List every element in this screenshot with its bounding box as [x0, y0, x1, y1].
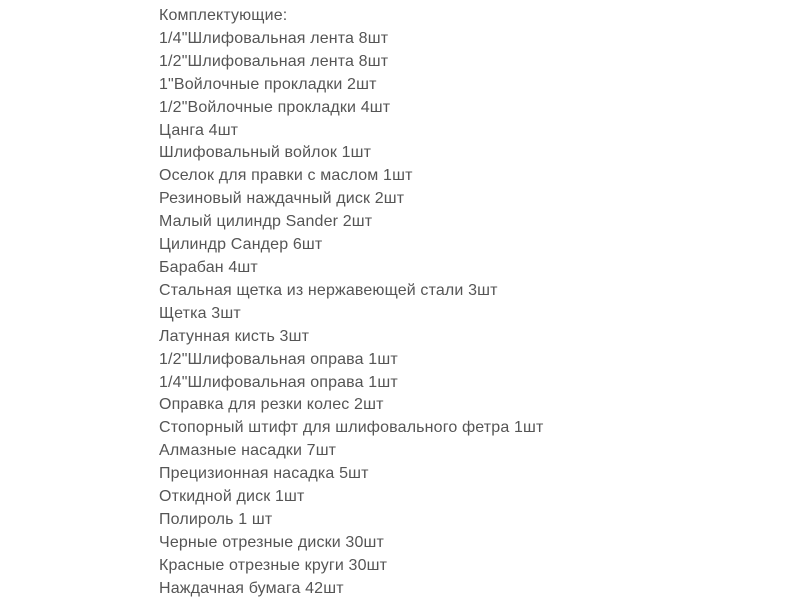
list-item: Наждачная бумага 42шт: [159, 579, 344, 597]
list-item: Оселок для правки с маслом 1шт: [159, 167, 413, 185]
list-item: Полироль 1 шт: [159, 510, 273, 528]
list-item: Стальная щетка из нержавеющей стали 3шт: [159, 281, 498, 299]
list-item: 1/2"Шлифовальная лента 8шт: [159, 52, 389, 70]
list-item: Барабан 4шт: [159, 258, 258, 276]
list-item: Цанга 4шт: [159, 121, 239, 139]
list-item: 1/4"Шлифовальная оправа 1шт: [159, 373, 398, 391]
list-item: 1"Войлочные прокладки 2шт: [159, 75, 377, 93]
list-item: 1/4"Шлифовальная лента 8шт: [159, 29, 389, 47]
list-item: 1/2"Шлифовальная оправа 1шт: [159, 350, 398, 368]
list-item: Черные отрезные диски 30шт: [159, 533, 384, 551]
list-item: Резиновый наждачный диск 2шт: [159, 190, 405, 208]
list-heading: Комплектующие:: [159, 7, 288, 24]
list-item: Щетка 3шт: [159, 304, 241, 322]
list-item: Откидной диск 1шт: [159, 488, 305, 506]
list-item: Алмазные насадки 7шт: [159, 442, 337, 460]
list-item: Латунная кисть 3шт: [159, 327, 310, 345]
list-item: Прецизионная насадка 5шт: [159, 465, 369, 483]
list-item: Шлифовальный войлок 1шт: [159, 144, 372, 162]
list-item: 1/2"Войлочные прокладки 4шт: [159, 98, 391, 116]
list-item: Красные отрезные круги 30шт: [159, 556, 388, 574]
list-item: Стопорный штифт для шлифовального фетра 1шт: [159, 419, 544, 437]
list-item: Оправка для резки колес 2шт: [159, 396, 384, 414]
components-list: [159, 5, 779, 601]
list-item: Малый цилиндр Sander 2шт: [159, 213, 373, 231]
list-item: Цилиндр Сандер 6шт: [159, 236, 323, 254]
